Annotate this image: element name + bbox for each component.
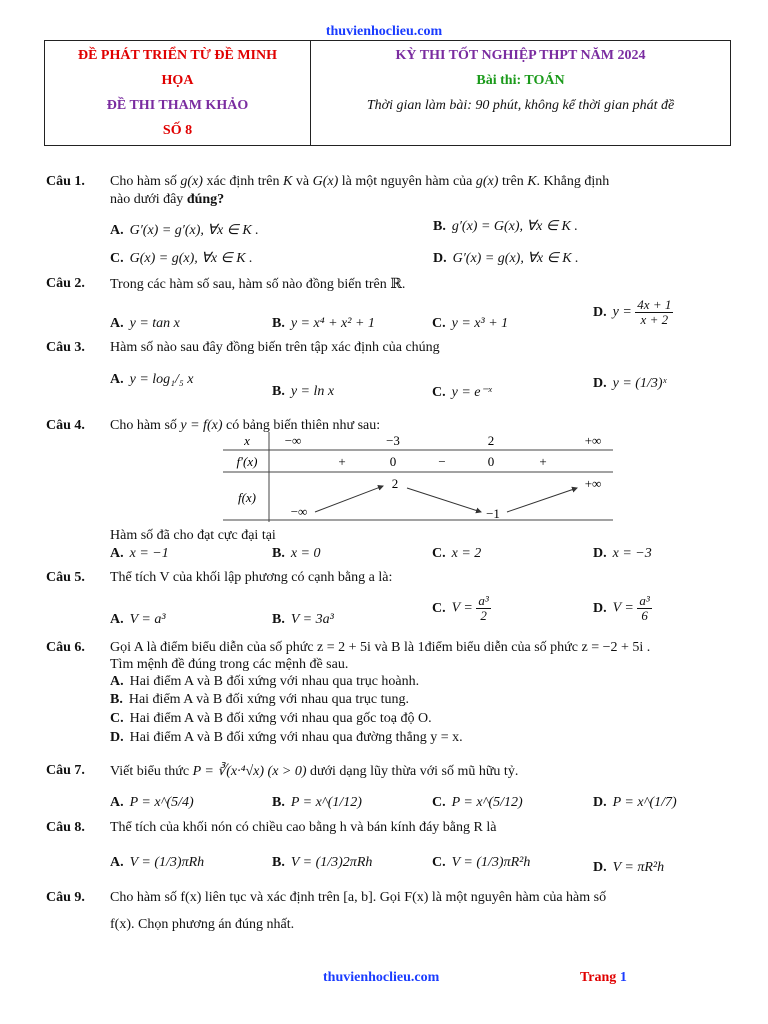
q6-option-b[interactable]: B. Hai điểm A và B đối xứng với nhau qua trục tung.: [110, 692, 410, 707]
q9-text: Cho hàm số f(x) liên tục và xác định trên [a, b]. Gọi F(x) là một nguyên hàm của hàm số: [110, 890, 607, 905]
q7-option-a-text: P = x^(5/4): [129, 795, 194, 810]
footer-site-link[interactable]: thuvienhoclieu.com: [323, 970, 440, 985]
q8-option-b-text: V = (1/3)2πRh: [290, 855, 373, 870]
q1-line2: nào dưới đây: [110, 192, 184, 207]
table-sign-3: +: [539, 454, 547, 469]
q1-option-b-text: g′(x) = G(x), ∀x ∈ K .: [451, 219, 578, 234]
q5-option-c[interactable]: C. V = $\frac{\text{a³}}{2}$: [432, 593, 489, 623]
q2-d-den: x + 2: [640, 312, 669, 327]
footer-page: [580, 970, 627, 986]
q8-option-a[interactable]: A. V = (1/3)πRh: [110, 855, 205, 870]
header-left-line1: ĐỀ PHÁT TRIỂN TỪ ĐỀ MINH: [77, 48, 277, 63]
header-left-line2: HỌA: [161, 73, 194, 88]
q4-text2: Hàm số đã cho đạt cực đại tại: [110, 528, 276, 543]
footer-page-label: Trang: [580, 970, 617, 985]
q1-text: Cho hàm số g(x) xác định trên K và G(x) là một nguyên hàm của g(x) trên K. Khẳng định: [110, 174, 610, 189]
table-f-posinf: +∞: [584, 476, 602, 491]
q7-option-d[interactable]: D. P = x^(1/7): [593, 795, 677, 810]
variation-table: [223, 432, 613, 522]
table-x-posinf: +∞: [584, 433, 602, 448]
q4-text-b: có bảng biến thiên như sau:: [225, 418, 381, 433]
q1-text-e: trên: [501, 174, 524, 189]
q1-text-line2: [110, 192, 224, 208]
q1-option-c[interactable]: C. G(x) = g(x), ∀x ∈ K .: [110, 251, 253, 266]
q1-text-f: . Khẳng định: [536, 174, 610, 189]
q7-option-c-text: P = x^(5/12): [451, 795, 523, 810]
q1-option-a-text: G′(x) = g′(x), ∀x ∈ K .: [129, 223, 259, 238]
q2-option-d[interactable]: D. y = $\frac{4x + 1}{x + 2}$: [593, 297, 672, 327]
q6-option-a[interactable]: A. Hai điểm A và B đối xứng với nhau qua trục hoành.: [110, 674, 420, 689]
footer-page-number: 1: [619, 970, 627, 985]
q6-option-a-text: Hai điểm A và B đối xứng với nhau qua trục hoành.: [129, 674, 420, 689]
q4-option-a[interactable]: A. x = −1: [110, 546, 169, 561]
q1-label: Câu 1.: [46, 174, 85, 189]
q2-d-num: 4x + 1: [637, 297, 672, 312]
table-arrow-up-2: [507, 488, 577, 512]
site-header-link[interactable]: thuvienhoclieu.com: [325, 24, 443, 39]
q7-option-b-text: P = x^(1/12): [290, 795, 362, 810]
q5-option-a[interactable]: A. V = a³: [110, 612, 166, 627]
q4-label: Câu 4.: [46, 418, 85, 433]
q1-option-d-text: G′(x) = g(x), ∀x ∈ K .: [452, 251, 579, 266]
q3-option-c[interactable]: C. y = e⁻ˣ: [432, 385, 492, 400]
q5-d-den: 6: [641, 608, 648, 623]
q6-option-d-text: Hai điểm A và B đối xứng với nhau qua đường thẳng y = x.: [129, 730, 463, 745]
exam-header-right: [311, 41, 730, 145]
q1-option-a[interactable]: A. G′(x) = g′(x), ∀x ∈ K .: [110, 223, 259, 238]
q2-label: Câu 2.: [46, 276, 85, 291]
q2-text: Trong các hàm số sau, hàm số nào đồng biến trên ℝ.: [110, 277, 406, 292]
q5-d-num: a³: [639, 593, 650, 608]
q3-option-b-text: y = ln x: [290, 384, 335, 399]
q4-text-a: Cho hàm số: [110, 418, 177, 433]
table-f-neginf: −∞: [290, 504, 308, 519]
q7-text-a: Viết biểu thức: [110, 764, 190, 779]
q4-option-b-text: x = 0: [290, 546, 321, 561]
q8-option-a-text: V = (1/3)πRh: [129, 855, 205, 870]
q7-option-b[interactable]: B. P = x^(1/12): [272, 795, 362, 810]
q5-label: Câu 5.: [46, 570, 85, 585]
q4-option-c[interactable]: C. x = 2: [432, 546, 482, 561]
q6-option-c-text: Hai điểm A và B đối xứng với nhau qua gốc toạ độ O.: [129, 711, 432, 726]
q8-label: Câu 8.: [46, 820, 85, 835]
table-x-neg3: −3: [386, 433, 400, 448]
q9-text2: f(x). Chọn phương án đúng nhất.: [110, 917, 295, 932]
q7-option-d-text: P = x^(1/7): [612, 795, 677, 810]
q2-option-b-text: y = x⁴ + x² + 1: [290, 316, 375, 331]
q5-option-d-fraction: [637, 594, 651, 623]
q1-text-c: và: [295, 174, 310, 189]
q1-text-d: là một nguyên hàm của: [341, 174, 473, 189]
q4-option-d-text: x = −3: [612, 546, 652, 561]
table-sign-zero-2: 0: [487, 454, 495, 469]
q6-text: Gọi A là điểm biểu diễn của số phức z = 2 + 5i và B là 1điểm biểu diễn của số phức z = −2 + 5i .: [110, 640, 651, 655]
q8-option-d-text: V = πR²h: [612, 860, 665, 875]
q2-option-c[interactable]: C. y = x³ + 1: [432, 316, 509, 331]
q3-option-a-text: y = log₁/₅ x: [129, 372, 194, 387]
q5-c-den: 2: [480, 608, 487, 623]
q3-option-c-text: y = e⁻ˣ: [451, 385, 492, 400]
exam-header-left: [45, 41, 311, 145]
q3-option-a[interactable]: A. y = log₁/₅ x: [110, 372, 194, 387]
q3-option-b[interactable]: B. y = ln x: [272, 384, 335, 399]
q5-option-b-text: V = 3a³: [290, 612, 334, 627]
q7-option-a[interactable]: A. P = x^(5/4): [110, 795, 194, 810]
q5-c-pre: V =: [451, 600, 473, 616]
table-f-max: 2: [391, 476, 399, 491]
table-row-x: x: [244, 433, 250, 448]
q5-option-d[interactable]: D. V = $\frac{\text{a³}}{6}$: [593, 593, 650, 623]
q6-option-c[interactable]: C. Hai điểm A và B đối xứng với nhau qua gốc toạ độ O.: [110, 711, 432, 726]
q1-option-b[interactable]: B. g′(x) = G(x), ∀x ∈ K .: [433, 219, 578, 234]
q5-option-a-text: V = a³: [129, 612, 166, 627]
q1-text-b: xác định trên: [206, 174, 280, 189]
q8-option-c[interactable]: C. V = (1/3)πR²h: [432, 855, 531, 870]
q2-option-d-fraction: [635, 298, 673, 327]
q5-option-c-fraction: [476, 594, 490, 623]
q6-option-d[interactable]: D. Hai điểm A và B đối xứng với nhau qua đường thẳng y = x.: [110, 730, 463, 745]
q7-text: [110, 763, 518, 780]
q8-option-c-text: V = (1/3)πR²h: [451, 855, 531, 870]
q2-option-c-text: y = x³ + 1: [451, 316, 509, 331]
q5-c-num: a³: [478, 593, 489, 608]
q3-option-d[interactable]: D. y = (1/3)ˣ: [593, 376, 667, 391]
q7-label: Câu 7.: [46, 763, 85, 778]
q8-text: Thể tích của khối nón có chiều cao bằng h và bán kính đáy bằng R là: [110, 820, 497, 835]
q2-option-a-text: y = tan x: [129, 316, 180, 331]
q2-option-b[interactable]: B. y = x⁴ + x² + 1: [272, 316, 375, 331]
q7-expr: P = ∛(x·⁴√x) (x > 0): [192, 764, 307, 779]
q5-option-b[interactable]: B. V = 3a³: [272, 612, 334, 627]
q3-option-d-text: y = (1/3)ˣ: [612, 376, 667, 391]
q6-label: Câu 6.: [46, 640, 85, 655]
q8-option-d[interactable]: D. V = πR²h: [593, 860, 665, 875]
q2-option-d-pre: y =: [612, 304, 632, 320]
exam-header-box: [44, 40, 731, 146]
q4-option-d[interactable]: D. x = −3: [593, 546, 652, 561]
q3-text: Hàm số nào sau đây đồng biến trên tập xác định của chúng: [110, 340, 440, 355]
header-left-line3: ĐỀ THI THAM KHẢO: [106, 98, 249, 113]
q5-text: Thể tích V của khối lập phương có cạnh bằng a là:: [110, 570, 393, 585]
q7-option-c[interactable]: C. P = x^(5/12): [432, 795, 523, 810]
header-right-line3: Thời gian làm bài: 90 phút, không kể thời gian phát đề: [366, 98, 675, 113]
table-arrow-up-1: [315, 486, 383, 512]
header-right-line1: KỲ THI TỐT NGHIỆP THPT NĂM 2024: [395, 48, 646, 63]
table-sign-1: +: [338, 454, 346, 469]
q1-option-d[interactable]: D. G′(x) = g(x), ∀x ∈ K .: [433, 251, 579, 266]
table-row-f: f(x): [237, 490, 257, 505]
q4-option-a-text: x = −1: [129, 546, 169, 561]
q5-d-pre: V =: [612, 600, 634, 616]
header-right-line2: Bài thi: TOÁN: [476, 73, 565, 88]
q4-func: y = f(x): [180, 418, 223, 433]
q1-option-c-text: G(x) = g(x), ∀x ∈ K .: [129, 251, 253, 266]
q2-option-a[interactable]: A. y = tan x: [110, 316, 180, 331]
q4-option-b[interactable]: B. x = 0: [272, 546, 321, 561]
table-x-neginf: −∞: [284, 433, 302, 448]
table-row-fprime: f′(x): [236, 454, 258, 469]
q1-line2-bold: đúng?: [186, 192, 225, 207]
q7-text-b: dưới dạng lũy thừa với số mũ hữu tỷ.: [310, 764, 519, 779]
table-arrow-down: [407, 488, 481, 512]
header-left-line4: SỐ 8: [162, 123, 193, 138]
table-sign-2: −: [438, 454, 446, 469]
q4-option-c-text: x = 2: [451, 546, 482, 561]
table-x-2: 2: [487, 433, 495, 448]
q3-label: Câu 3.: [46, 340, 85, 355]
q8-option-b[interactable]: B. V = (1/3)2πRh: [272, 855, 373, 870]
q6-option-b-text: Hai điểm A và B đối xứng với nhau qua trục tung.: [128, 692, 410, 707]
q9-label: Câu 9.: [46, 890, 85, 905]
table-sign-zero-1: 0: [389, 454, 397, 469]
table-f-min: −1: [486, 506, 500, 521]
q6-text2: Tìm mệnh đề đúng trong các mệnh đề sau.: [110, 657, 349, 672]
q1-text-a: Cho hàm số: [110, 174, 177, 189]
